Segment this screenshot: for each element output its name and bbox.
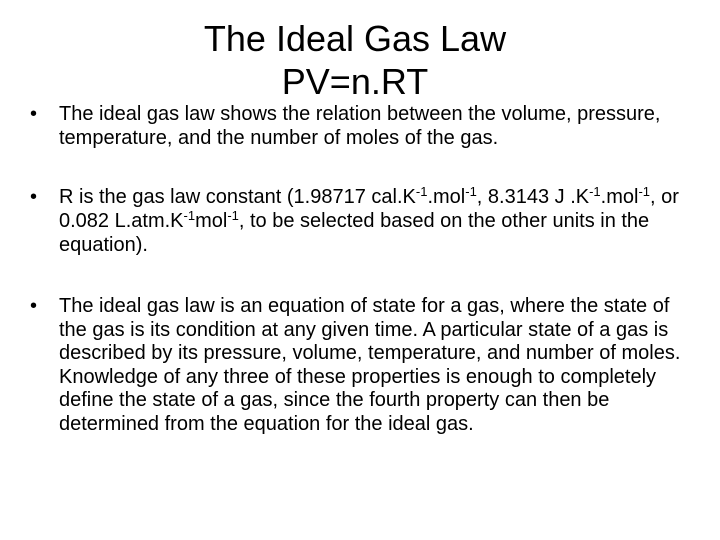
bullet-text [59,186,679,256]
superscript: -1 [465,184,477,199]
bullet-list [30,102,690,436]
superscript: -1 [183,208,196,223]
text-segment: .mol [427,186,466,208]
slide-title-equation: PV=n.RT [281,61,429,102]
slide-title: The Ideal Gas Law [203,18,507,59]
text-segment: .mol [600,186,639,208]
superscript: -1 [638,184,651,199]
bullet-text: The ideal gas law is an equation of state for a gas, where the state of the gas is its condition at any given time. A particular state of a gas is described by its pressure, volume, temperature, and number of moles. Knowledge of any three of these properties is enough to completely define the state of a gas, since the fourth property can then be determined from the equation for the ideal gas. [59,295,681,435]
text-segment: , 8.3143 J .K [476,186,590,208]
text-segment: mol [195,210,228,232]
bullet-item-equation-of-state [30,295,690,436]
bullet-icon: • [30,103,38,125]
bullet-icon: • [30,295,38,317]
bullet-text: The ideal gas law shows the relation between the volume, pressure, temperature, and the number of moles of the gas. [59,103,661,149]
bullet-item-gas-constant [30,185,690,257]
superscript: -1 [589,184,601,199]
text-segment: , to be selected based on the other units in the equation). [59,210,650,256]
text-segment: R is the gas law constant (1.98717 cal.K [59,186,416,208]
bullet-icon: • [30,186,38,208]
text-segment: , or 0.082 L.atm.K [59,186,679,232]
superscript: -1 [227,208,239,223]
superscript: -1 [415,184,428,199]
bullet-item-relation [30,102,690,150]
